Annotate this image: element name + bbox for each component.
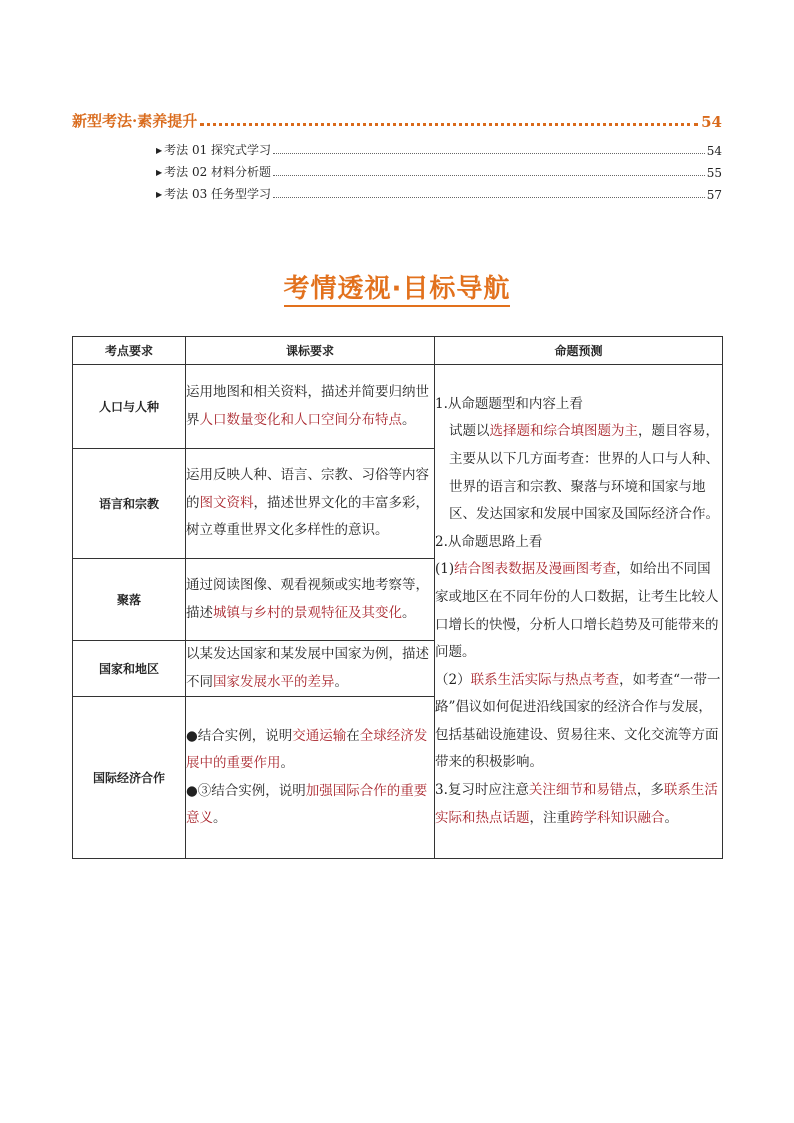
highlight-text: 联系生活实际和热点话题	[435, 782, 718, 826]
table-row	[73, 365, 723, 449]
arrow-right-icon: ▶	[156, 190, 163, 199]
toc-leader	[273, 175, 705, 176]
text-segment: 运用反映人种、语言、宗教、习俗等内容的	[186, 467, 429, 511]
arrow-right-icon: ▶	[156, 146, 163, 155]
requirement-cell	[186, 449, 435, 559]
highlight-text: 联系生活实际与热点考查	[470, 671, 620, 688]
toc-heading[interactable]	[72, 109, 722, 131]
toc-leader	[200, 123, 698, 126]
text-segment: 试题以	[449, 423, 490, 440]
highlight-text: 城镇与乡村的景观特征及其变化	[213, 604, 402, 621]
prediction-line	[435, 556, 722, 666]
text-segment: ●结合实例，说明	[186, 727, 293, 744]
highlight-text: 交通运输	[292, 727, 347, 744]
text-segment: ，注重	[529, 809, 570, 826]
requirement-bullet	[186, 778, 434, 833]
highlight-text: 国家发展水平的差异	[213, 673, 335, 690]
requirement-cell	[186, 641, 435, 697]
prediction-line	[435, 667, 722, 777]
highlight-text: 人口数量变化和人口空间分布特点	[199, 411, 402, 428]
header-prediction: 命题预测	[435, 337, 723, 365]
table-header-row	[73, 337, 723, 365]
prediction-cell	[435, 365, 723, 859]
highlight-text: 结合图表数据及漫画图考查	[454, 561, 617, 578]
text-segment: 3.复习时应注意	[435, 782, 529, 799]
requirement-cell	[186, 697, 435, 859]
highlight-text: 选择题和综合填图题为主	[489, 423, 638, 440]
text-segment: （2）	[435, 671, 471, 688]
toc-item-page: 57	[706, 188, 722, 202]
text-segment: 。	[402, 411, 416, 428]
text-segment: ，题目容易，主要从以下几方面考查：世界的人口与人种、世界的语言和宗教、聚落与环境和国家与地区、发达国家和发展中国家及国际经济合作。	[449, 423, 719, 523]
prediction-line	[435, 391, 722, 419]
toc-leader	[273, 153, 705, 154]
header-curriculum: 课标要求	[186, 337, 435, 365]
prediction-line	[435, 529, 722, 557]
text-segment: ，描述世界文化的丰富多彩，树立尊重世界文化多样性的意识。	[186, 494, 429, 539]
text-segment: 通过阅读图像、观看视频或实地考察等，描述	[186, 577, 429, 621]
topic-cell: 语言和宗教	[73, 449, 186, 559]
toc-item-label: 考法 03 任务型学习	[164, 187, 272, 201]
text-segment: ，如给出不同国家或地区在不同年份的人口数据，让考生比较人口增长的快慢，分析人口增长趋势及可能带来的问题。	[435, 561, 719, 661]
topic-cell: 国际经济合作	[73, 697, 186, 859]
toc-item[interactable]	[156, 184, 722, 202]
toc-leader	[273, 197, 705, 198]
highlight-text: 关注细节和易错点	[528, 782, 637, 799]
prediction-line	[435, 418, 722, 528]
requirement-cell	[186, 365, 435, 449]
toc-heading-page: 54	[701, 113, 722, 131]
toc-item-label: 考法 02 材料分析题	[164, 165, 272, 179]
text-segment: ，如考查“一带一路”倡议如何促进沿线国家的经济合作与发展，包括基础设施建设、贸易往来、文化交流等方面带来的积极影响。	[435, 671, 721, 771]
text-segment: (1)	[435, 561, 455, 578]
highlight-text: 图文资料	[199, 494, 254, 511]
text-segment: 在	[346, 727, 360, 744]
topic-cell: 人口与人种	[73, 365, 186, 449]
text-segment: ●③结合实例，说明	[186, 782, 306, 799]
prediction-line	[435, 777, 722, 832]
section-title-text: 考情透视·目标导航	[284, 274, 511, 307]
highlight-text: 跨学科知识融合	[570, 809, 665, 826]
toc-item[interactable]	[156, 162, 722, 180]
topic-cell: 聚落	[73, 559, 186, 641]
topic-cell: 国家和地区	[73, 641, 186, 697]
requirement-cell	[186, 559, 435, 641]
text-segment: 。	[402, 604, 416, 621]
text-segment: 。	[280, 755, 294, 771]
highlight-text: 全球经济发展中的重要作用	[186, 727, 428, 771]
requirement-bullet	[186, 723, 434, 778]
text-segment: 运用地图和相关资料，描述并简要归纳世界	[186, 384, 429, 428]
highlight-text: 加强国际合作的重要意义	[186, 782, 428, 826]
exam-analysis-table	[72, 336, 723, 859]
toc-heading-title: 新型考法·素养提升	[72, 112, 198, 130]
text-segment: 1.从命题题型和内容上看	[435, 395, 583, 412]
arrow-right-icon: ▶	[156, 168, 163, 177]
toc-item-label: 考法 01 探究式学习	[164, 143, 272, 157]
text-segment: 以某发达国家和某发展中国家为例，描述不同	[186, 646, 429, 690]
toc-item-page: 55	[706, 166, 722, 180]
text-segment: 。	[664, 809, 678, 826]
section-title	[0, 268, 794, 305]
text-segment: 。	[213, 810, 227, 826]
text-segment: 。	[334, 673, 348, 690]
toc-item[interactable]	[156, 140, 722, 158]
toc-item-page: 54	[706, 144, 722, 158]
header-topic: 考点要求	[73, 337, 186, 365]
text-segment: 2.从命题思路上看	[435, 533, 543, 550]
text-segment: ，多	[636, 782, 664, 799]
